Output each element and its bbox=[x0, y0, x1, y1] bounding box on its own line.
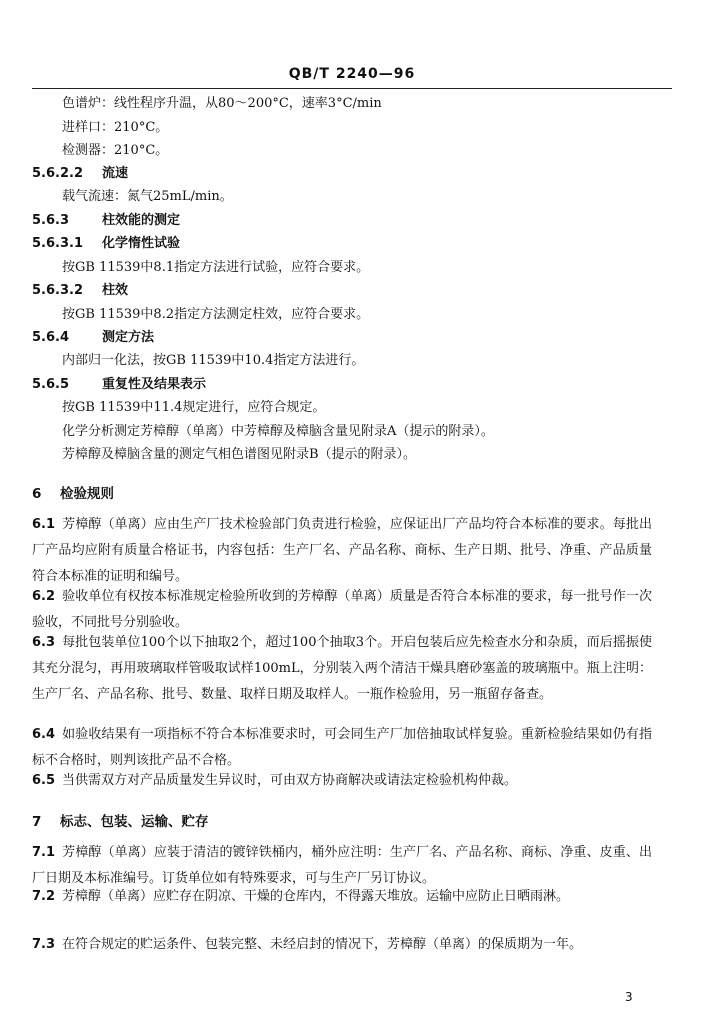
clause-text: 芳樟醇（单离）应由生产厂技术检验部门负责进行检验，应保证出厂产品均符合本标准的要求。每批出厂产品均应附有质量合格证书，内容包括：生产厂名、产品名称、商标、生产日期、批号、净重、产品质量符合本标准的证明和编号。 bbox=[32, 517, 652, 584]
section-number: 5.6.5 bbox=[32, 377, 70, 392]
header-rule bbox=[32, 88, 672, 89]
clause-text: 如验收结果有一项指标不符合本标准要求时，可会同生产厂加倍抽取试样复验。重新检验结果如仍有指标不合格时，则判该批产品不合格。 bbox=[32, 727, 652, 768]
clause-text: 每批包装单位100个以下抽取2个，超过100个抽取3个。开启包装后应先检查水分和杂质，而后摇振使其充分混匀，再用玻璃取样管吸取试样100mL，分别装入两个清洁干燥具磨砂塞盖的玻璃瓶中。瓶上注明：生产厂名、产品名称、批号、数量、取样日期及取样人。一瓶作检验用，另一瓶留存备查。 bbox=[32, 635, 652, 702]
section-number: 5.6.3 bbox=[32, 213, 70, 228]
clause-number: 7.3 bbox=[32, 937, 56, 952]
section-heading bbox=[32, 281, 128, 301]
section-title: 重复性及结果表示 bbox=[102, 377, 207, 392]
section-title: 流速 bbox=[102, 166, 129, 181]
clause-number: 6.2 bbox=[32, 589, 56, 604]
page-number: 3 bbox=[625, 990, 633, 1004]
clause-number: 7.1 bbox=[32, 845, 56, 860]
section-title: 化学惰性试验 bbox=[102, 236, 181, 251]
section-heading bbox=[32, 234, 180, 254]
clause-text: 芳樟醇（单离）应贮存在阴凉、干燥的仓库内，不得露天堆放。运输中应防止日晒雨淋。 bbox=[62, 889, 570, 904]
paragraph bbox=[32, 584, 652, 636]
clause-text: 验收单位有权按本标准规定检验所收到的芳樟醇（单离）质量是否符合本标准的要求，每一批号作一次验收，不同批号分别验收。 bbox=[32, 589, 652, 630]
section-number: 5.6.2.2 bbox=[32, 166, 83, 181]
text-line: 内部归一化法，按GB 11539中10.4指定方法进行。 bbox=[62, 353, 365, 368]
text-line: 检测器：210°C。 bbox=[62, 143, 169, 158]
section-heading bbox=[32, 375, 206, 395]
text-line: 进样口：210°C。 bbox=[62, 120, 169, 135]
text-line: 按GB 11539中8.2指定方法测定柱效，应符合要求。 bbox=[62, 307, 370, 322]
clause-text: 当供需双方对产品质量发生异议时，可由双方协商解决或请法定检验机构仲裁。 bbox=[62, 773, 518, 788]
text-line: 按GB 11539中8.1指定方法进行试验，应符合要求。 bbox=[62, 260, 370, 275]
clause-text: 芳樟醇（单离）应装于清洁的镀锌铁桶内，桶外应注明：生产厂名、产品名称、商标、净重、皮重、出厂日期及本标准编号。订货单位如有特殊要求，可与生产厂另订协议。 bbox=[32, 845, 652, 886]
paragraph bbox=[32, 884, 652, 910]
section-title: 测定方法 bbox=[102, 330, 155, 345]
clause-number: 7.2 bbox=[32, 889, 56, 904]
section-heading bbox=[32, 164, 128, 184]
chapter-title: 检验规则 bbox=[60, 486, 114, 502]
section-heading bbox=[32, 211, 180, 231]
section-number: 5.6.3.2 bbox=[32, 283, 83, 298]
clause-number: 6.5 bbox=[32, 773, 56, 788]
text-line: 化学分析测定芳樟醇（单离）中芳樟醇及樟脑含量见附录A（提示的附录）。 bbox=[62, 424, 494, 439]
text-line: 载气流速：氮气25mL/min。 bbox=[62, 189, 233, 204]
paragraph bbox=[32, 722, 652, 774]
paragraph bbox=[32, 768, 652, 794]
text-line: 芳樟醇及樟脑含量的测定气相色谱图见附录B（提示的附录）。 bbox=[62, 447, 417, 462]
clause-number: 6.3 bbox=[32, 635, 56, 650]
chapter-number: 6 bbox=[32, 486, 42, 502]
paragraph bbox=[32, 932, 652, 958]
chapter-title: 标志、包装、运输、贮存 bbox=[60, 814, 209, 830]
paragraph bbox=[32, 512, 652, 590]
chapter-heading bbox=[32, 812, 209, 832]
section-number: 5.6.3.1 bbox=[32, 236, 83, 251]
chapter-heading bbox=[32, 484, 114, 504]
paragraph bbox=[32, 630, 652, 708]
clause-text: 在符合规定的贮运条件、包装完整、未经启封的情况下，芳樟醇（单离）的保质期为一年。 bbox=[62, 937, 583, 952]
section-title: 柱效能的测定 bbox=[102, 213, 181, 228]
section-title: 柱效 bbox=[102, 283, 129, 298]
clause-number: 6.1 bbox=[32, 517, 56, 532]
text-line: 色谱炉：线性程序升温，从80～200°C，速率3°C/min bbox=[62, 96, 382, 111]
standard-code-header: QB/T 2240—96 bbox=[288, 66, 416, 82]
section-heading bbox=[32, 328, 154, 348]
text-line: 按GB 11539中11.4规定进行，应符合规定。 bbox=[62, 400, 326, 415]
section-number: 5.6.4 bbox=[32, 330, 70, 345]
clause-number: 6.4 bbox=[32, 727, 56, 742]
chapter-number: 7 bbox=[32, 814, 42, 830]
